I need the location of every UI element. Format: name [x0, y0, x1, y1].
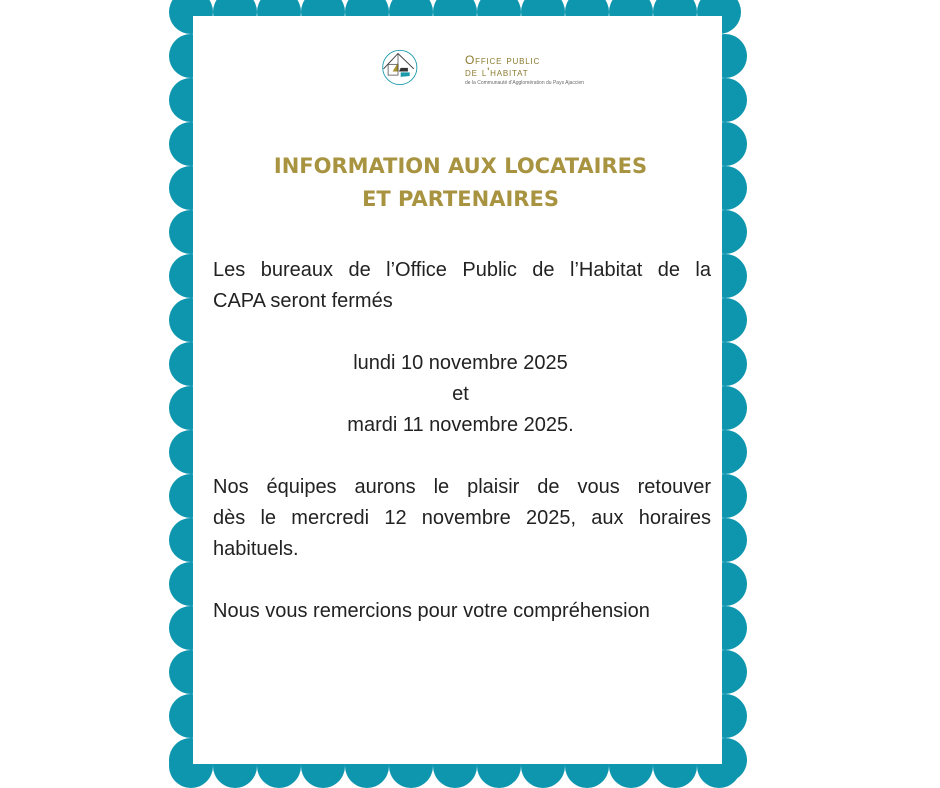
- closure-conjunction: et: [452, 383, 469, 405]
- intro-line-2: CAPA seront fermés: [213, 290, 393, 312]
- logo-line-3: de la Communauté d'Agglomération du Pays Ajaccien: [465, 80, 585, 86]
- house-logo-icon: [380, 26, 470, 108]
- closure-date-1: lundi 10 novembre 2025: [353, 352, 568, 374]
- logo-wordmark: [465, 54, 584, 86]
- notice-title-line-1: INFORMATION AUX LOCATAIRES: [273, 154, 648, 178]
- logo-line-2: de l'habitat: [465, 65, 529, 79]
- reopening-line-2: dès le mercredi 12 novembre 2025, aux horaires: [213, 507, 711, 529]
- closing-line: Nous vous remercions pour votre compréhension: [213, 600, 650, 622]
- reopening-line-3: habituels.: [213, 538, 299, 560]
- notice-title-line-2: ET PARTENAIRES: [362, 187, 559, 211]
- logo-line-1: Office public: [465, 53, 541, 67]
- closure-date-2: mardi 11 novembre 2025.: [347, 414, 574, 436]
- reopening-line-1: Nos équipes aurons le plaisir de vous retouver: [213, 476, 711, 498]
- intro-line-1: Les bureaux de l’Office Public de l’Habitat de la: [213, 259, 711, 281]
